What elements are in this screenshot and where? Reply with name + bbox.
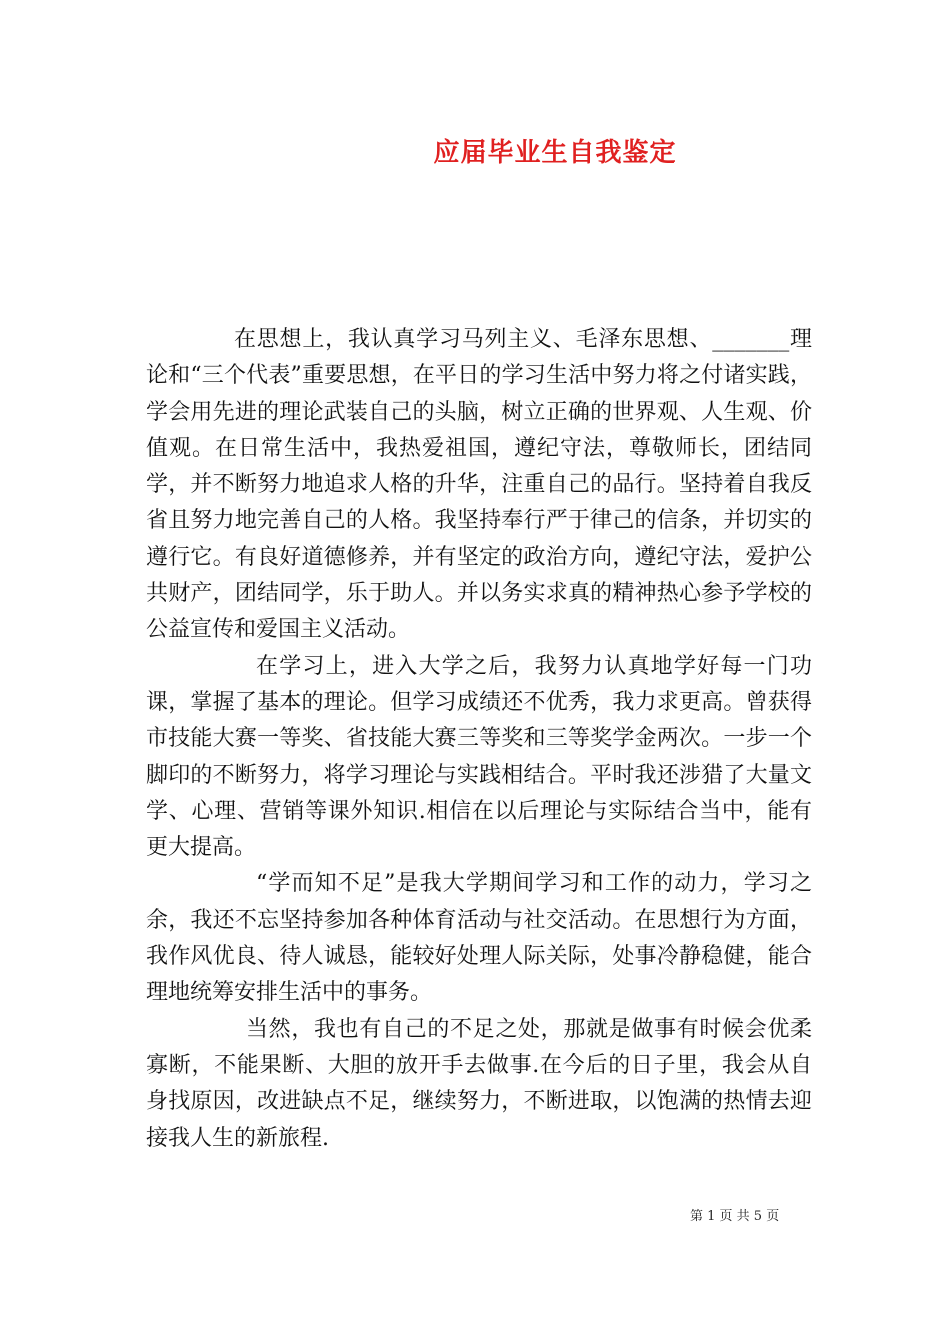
paragraph-activities: “学而知不足”是我大学期间学习和工作的动力，学习之余，我还不忘坚持参加各种体育活动与社交活动。在思想行为方面，我作风优良、待人诚恳，能较好处理人际关际，处事冷静稳健，能合理地统筹安排生活中的事务。 bbox=[146, 871, 812, 1006]
document-body bbox=[146, 322, 812, 1157]
page-title: 应届毕业生自我鉴定 bbox=[433, 138, 677, 168]
paragraph-study: 在学习上，进入大学之后，我努力认真地学好每一门功课，掌握了基本的理论。但学习成绩还不优秀，我力求更高。曾获得市技能大赛一等奖、省技能大赛三等奖和三等奖学金两次。一步一个脚印的不断努力，将学习理论与实践相结合。平时我还涉猎了大量文学、心理、营销等课外知识.相信在以后理论与实际结合当中，能有更大提高。 bbox=[146, 653, 812, 861]
paragraph-ideology: 在思想上，我认真学习马列主义、毛泽东思想、_______理论和“三个代表”重要思想，在平日的学习生活中努力将之付诸实践，学会用先进的理论武装自己的头脑，树立正确的世界观、人生观、价值观。在日常生活中，我热爱祖国，遵纪守法，尊敬师长，团结同学，并不断努力地追求人格的升华，注重自己的品行。坚持着自我反省且努力地完善自己的人格。我坚持奉行严于律己的信条，并切实的遵行它。有良好道德修养，并有坚定的政治方向，遵纪守法，爱护公共财产，团结同学，乐于助人。并以务实求真的精神热心参予学校的公益宣传和爱国主义活动。 bbox=[146, 327, 812, 643]
paragraph-shortcomings: 当然，我也有自己的不足之处，那就是做事有时候会优柔寡断，不能果断、大胆的放开手去做事.在今后的日子里，我会从自身找原因，改进缺点不足，继续努力，不断进取，以饱满的热情去迎接我人生的新旅程. bbox=[146, 1016, 812, 1151]
page-number: 第 1 页 共 5 页 bbox=[690, 1209, 780, 1224]
